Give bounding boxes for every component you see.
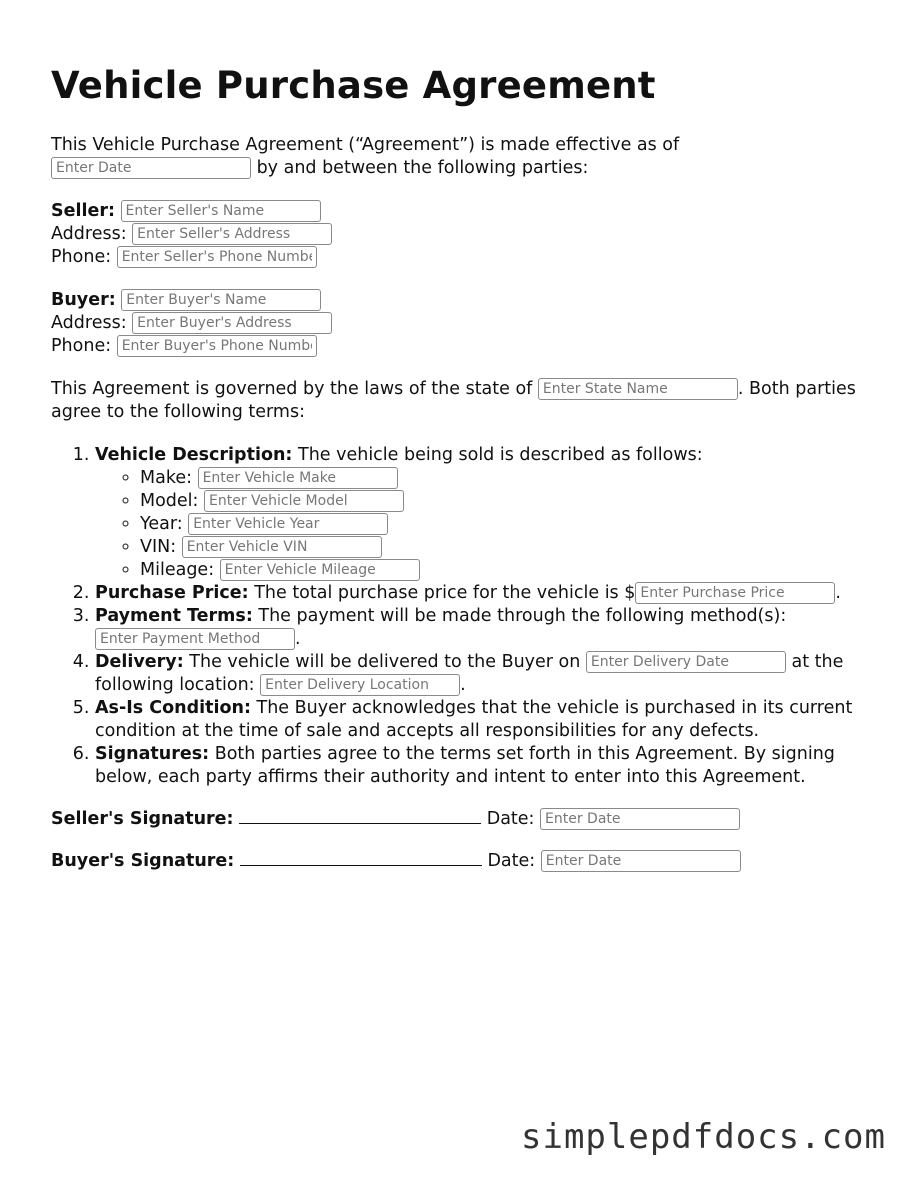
term-payment-terms <box>95 605 871 651</box>
seller-address-input[interactable] <box>132 223 332 245</box>
seller-date-input[interactable] <box>540 808 740 830</box>
model-label: Model: <box>140 491 205 511</box>
document-page <box>51 58 871 873</box>
price-heading: Purchase Price: <box>95 583 249 603</box>
seller-name-input[interactable] <box>121 200 321 222</box>
vehicle-year-input[interactable] <box>188 513 388 535</box>
make-label: Make: <box>140 468 198 488</box>
governed-text-after: . Both parties agree to the following terms: <box>51 379 856 422</box>
term-as-is-condition <box>95 697 871 743</box>
seller-label: Seller: <box>51 201 115 221</box>
year-label: Year: <box>140 514 189 534</box>
term-purchase-price <box>95 582 871 605</box>
intro-text: This Vehicle Purchase Agreement (“Agreement”) is made effective as of <box>51 135 680 155</box>
buyer-signature-line <box>51 849 871 873</box>
price-text: The total purchase price for the vehicle is $ <box>248 583 636 603</box>
buyer-address-input[interactable] <box>132 312 332 334</box>
seller-date-label: Date: <box>486 809 535 829</box>
payment-text: The payment will be made through the following method(s): <box>252 606 787 626</box>
buyer-signature-field[interactable] <box>240 849 482 866</box>
buyer-name-input[interactable] <box>121 289 321 311</box>
seller-signature-line <box>51 807 871 831</box>
seller-phone-input[interactable] <box>117 246 317 268</box>
vehicle-mileage-input[interactable] <box>220 559 420 581</box>
delivery-heading: Delivery: <box>95 652 184 672</box>
vehicle-details-list <box>95 467 871 582</box>
buyer-phone-label: Phone: <box>51 336 112 356</box>
vehicle-year-item <box>140 513 871 536</box>
buyer-address-label: Address: <box>51 313 127 333</box>
price-end: . <box>835 583 841 603</box>
vehicle-vin-item <box>140 536 871 559</box>
term-vehicle-description <box>95 444 871 582</box>
delivery-text-mid: at the following location: <box>95 652 844 695</box>
vehicle-text: The vehicle being sold is described as follows: <box>292 445 703 465</box>
buyer-signature-label: Buyer's Signature: <box>51 851 235 871</box>
payment-heading: Payment Terms: <box>95 606 253 626</box>
delivery-end: . <box>460 675 466 695</box>
vehicle-vin-input[interactable] <box>182 536 382 558</box>
asis-heading: As-Is Condition: <box>95 698 251 718</box>
terms-list <box>51 444 871 789</box>
purchase-price-input[interactable] <box>635 582 835 604</box>
payment-method-input[interactable] <box>95 628 295 650</box>
seller-phone-label: Phone: <box>51 247 112 267</box>
mileage-label: Mileage: <box>140 560 220 580</box>
seller-section <box>51 200 871 269</box>
seller-signature-label: Seller's Signature: <box>51 809 234 829</box>
payment-end: . <box>295 629 301 649</box>
asis-text: The Buyer acknowledges that the vehicle is purchased in its current condition at the time of sale and accepts all responsibilities for any defects. <box>95 698 853 741</box>
vehicle-make-item <box>140 467 871 490</box>
footer-watermark: simplepdfdocs.com <box>521 1117 886 1157</box>
intro-paragraph <box>51 134 871 180</box>
signatures-text: Both parties agree to the terms set forth in this Agreement. By signing below, each party affirms their authority and intent to enter into this Agreement. <box>95 744 835 787</box>
term-delivery <box>95 651 871 697</box>
vehicle-model-input[interactable] <box>204 490 404 512</box>
buyer-section <box>51 289 871 358</box>
vehicle-heading: Vehicle Description: <box>95 445 293 465</box>
seller-signature-field[interactable] <box>239 807 481 824</box>
vehicle-mileage-item <box>140 559 871 582</box>
buyer-label: Buyer: <box>51 290 116 310</box>
state-name-input[interactable] <box>538 378 738 400</box>
governing-law-paragraph <box>51 378 871 424</box>
delivery-date-input[interactable] <box>586 651 786 673</box>
page-title: Vehicle Purchase Agreement <box>51 64 656 107</box>
buyer-date-label: Date: <box>487 851 536 871</box>
delivery-location-input[interactable] <box>260 674 460 696</box>
vehicle-make-input[interactable] <box>198 467 398 489</box>
vehicle-model-item <box>140 490 871 513</box>
intro-text-after: by and between the following parties: <box>251 158 589 178</box>
signatures-heading: Signatures: <box>95 744 210 764</box>
delivery-text: The vehicle will be delivered to the Buyer on <box>183 652 586 672</box>
vin-label: VIN: <box>140 537 182 557</box>
buyer-phone-input[interactable] <box>117 335 317 357</box>
effective-date-input[interactable] <box>51 157 251 179</box>
seller-address-label: Address: <box>51 224 127 244</box>
governed-text: This Agreement is governed by the laws of the state of <box>51 379 538 399</box>
buyer-date-input[interactable] <box>541 850 741 872</box>
term-signatures <box>95 743 871 789</box>
